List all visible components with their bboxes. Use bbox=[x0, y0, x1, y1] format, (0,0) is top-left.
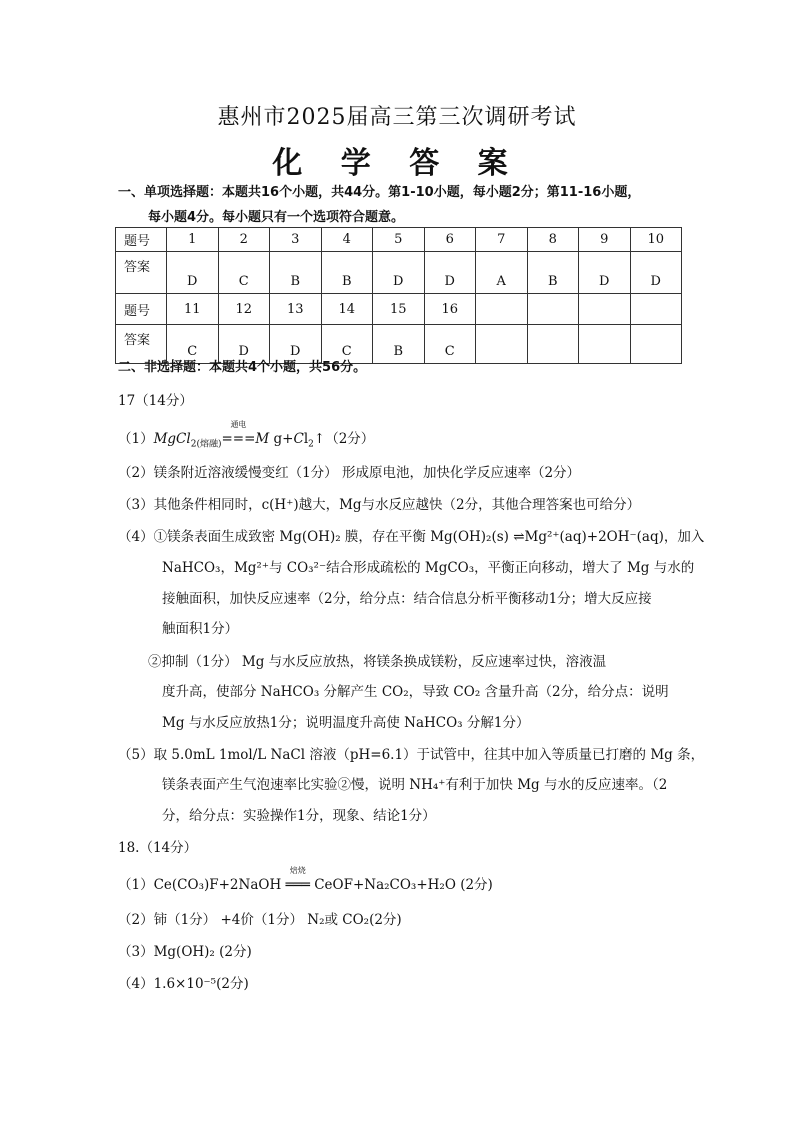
equation-reactant: MgCl bbox=[153, 431, 191, 447]
q17-part1-score: （2分） bbox=[325, 431, 375, 447]
section1-line1: 一、单项选择题：本题共16个小题，共44分。第1-10小题，每小题2分；第11-16小题， bbox=[118, 185, 641, 200]
table-cell: 3 bbox=[270, 228, 322, 252]
table-cell: D bbox=[424, 252, 476, 294]
table-cell: B bbox=[527, 252, 579, 294]
q18-part4: （4）1.6×10⁻⁵(2分) bbox=[118, 976, 249, 992]
table-cell: 2 bbox=[218, 228, 270, 252]
table-cell: 答案 bbox=[116, 252, 167, 294]
table-cell: 6 bbox=[424, 228, 476, 252]
equation-subscript: 2(熔融) bbox=[190, 439, 222, 450]
table-cell: 9 bbox=[579, 228, 631, 252]
table-cell: D bbox=[167, 252, 219, 294]
q18-heading: 18.（14分） bbox=[118, 840, 198, 856]
page-title: 惠州市2025届高三第三次调研考试 bbox=[217, 105, 577, 130]
table-cell: 1 bbox=[167, 228, 219, 252]
reaction-condition: 通电 bbox=[230, 420, 247, 429]
q17-part1-prefix: （1） bbox=[118, 431, 154, 447]
table-cell: 11 bbox=[167, 294, 219, 325]
table-cell bbox=[630, 294, 682, 325]
reaction-condition: 焙烧 bbox=[289, 866, 306, 875]
table-cell: 4 bbox=[321, 228, 373, 252]
table-cell: 题号 bbox=[116, 294, 167, 325]
table-row bbox=[116, 294, 682, 325]
table-cell: D bbox=[373, 252, 425, 294]
table-cell: 12 bbox=[218, 294, 270, 325]
q17-part5-line3: 分，给分点：实验操作1分，现象、结论1分） bbox=[162, 808, 436, 824]
table-cell: 13 bbox=[270, 294, 322, 325]
q17-part4-line2: NaHCO₃，Mg²⁺与 CO₃²⁻结合形成疏松的 MgCO₃，平衡正向移动，增大了 Mg 与水的 bbox=[162, 560, 695, 576]
table-cell: 14 bbox=[321, 294, 373, 325]
q17-part5-line1: （5）取 5.0mL 1mol/L NaCl 溶液（pH=6.1）于试管中，往其中加入等质量已打磨的 Mg 条， bbox=[118, 747, 705, 763]
page-subtitle: 化 学 答 案 bbox=[272, 146, 522, 181]
table-cell bbox=[476, 325, 528, 364]
table-cell: 15 bbox=[373, 294, 425, 325]
q17-part5-line2: 镁条表面产生气泡速率比实验②慢，说明 NH₄⁺有利于加快 Mg 与水的反应速率。（2 bbox=[162, 777, 668, 793]
q17-part2: （2）镁条附近溶液缓慢变红（1分） 形成原电池，加快化学反应速率（2分） bbox=[118, 465, 581, 481]
table-cell: D bbox=[579, 252, 631, 294]
section2-heading: 二、非选择题：本题共4个小题，共56分。 bbox=[118, 360, 367, 375]
table-row bbox=[116, 228, 682, 252]
table-cell: C bbox=[321, 325, 373, 364]
table-cell: B bbox=[373, 325, 425, 364]
q17-part4-line4: 触面积1分） bbox=[162, 621, 239, 637]
q17-part3: （3）其他条件相同时，c(H⁺)越大，Mg与水反应越快（2分，其他合理答案也可给分） bbox=[118, 497, 641, 513]
electrolysis-arrow: 通电 === bbox=[221, 420, 256, 447]
q17-part1: （1）MgCl$_{2(熔融)}$ 通电 ===M $g+Cl_2↑(2$分） bbox=[118, 420, 375, 450]
table-cell bbox=[579, 294, 631, 325]
table-cell: D bbox=[630, 252, 682, 294]
table-cell bbox=[527, 294, 579, 325]
q17-part4-line1: （4）①镁条表面生成致密 Mg(OH)₂ 膜，存在平衡 Mg(OH)₂(s) ⇌Mg²⁺(aq)+2OH⁻(aq)，加入 bbox=[118, 529, 705, 545]
q18-part1-right: CeOF+Na₂CO₃+H₂O (2分) bbox=[309, 877, 493, 893]
section1-line2: 每小题4分。每小题只有一个选项符合题意。 bbox=[148, 210, 405, 225]
q18-part1-left: （1）Ce(CO₃)F+2NaOH bbox=[118, 877, 286, 893]
table-cell: 答案 bbox=[116, 325, 167, 364]
table-cell: D bbox=[270, 325, 322, 364]
table-cell: 10 bbox=[630, 228, 682, 252]
q17-heading: 17（14分） bbox=[118, 393, 193, 409]
table-cell: C bbox=[167, 325, 219, 364]
table-cell bbox=[630, 325, 682, 364]
table-cell: A bbox=[476, 252, 528, 294]
table-cell: B bbox=[270, 252, 322, 294]
table-cell bbox=[476, 294, 528, 325]
q17-part4-line5: ②抑制（1分） Mg 与水反应放热，将镁条换成镁粉，反应速率过快，溶液温 bbox=[148, 654, 607, 670]
q17-part4-line3: 接触面积，加快反应速率（2分，给分点：结合信息分析平衡移动1分；增大反应接 bbox=[162, 591, 652, 607]
table-cell: 5 bbox=[373, 228, 425, 252]
q17-part4-line7: Mg 与水反应放热1分；说明温度升高使 NaHCO₃ 分解1分） bbox=[162, 715, 530, 731]
answer-table bbox=[115, 227, 682, 364]
q17-part4-line6: 度升高，使部分 NaHCO₃ 分解产生 CO₂，导致 CO₂ 含量升高（2分，给分点：说明 bbox=[162, 684, 669, 700]
table-cell: 7 bbox=[476, 228, 528, 252]
table-cell: 8 bbox=[527, 228, 579, 252]
roasting-arrow: 焙烧 ═══ bbox=[285, 866, 310, 893]
gas-arrow-icon: ↑ bbox=[313, 431, 326, 447]
table-cell: D bbox=[218, 325, 270, 364]
table-cell bbox=[579, 325, 631, 364]
table-row bbox=[116, 252, 682, 294]
table-cell bbox=[527, 325, 579, 364]
q18-part1 bbox=[118, 866, 493, 893]
q18-part3: （3）Mg(OH)₂ (2分) bbox=[118, 944, 252, 960]
table-cell: B bbox=[321, 252, 373, 294]
table-cell: C bbox=[424, 325, 476, 364]
table-cell: 题号 bbox=[116, 228, 167, 252]
q18-part2: （2）铈（1分） +4价（1分） N₂或 CO₂(2分) bbox=[118, 912, 402, 928]
table-cell: 16 bbox=[424, 294, 476, 325]
table-cell: C bbox=[218, 252, 270, 294]
equation-product: M bbox=[255, 431, 270, 447]
